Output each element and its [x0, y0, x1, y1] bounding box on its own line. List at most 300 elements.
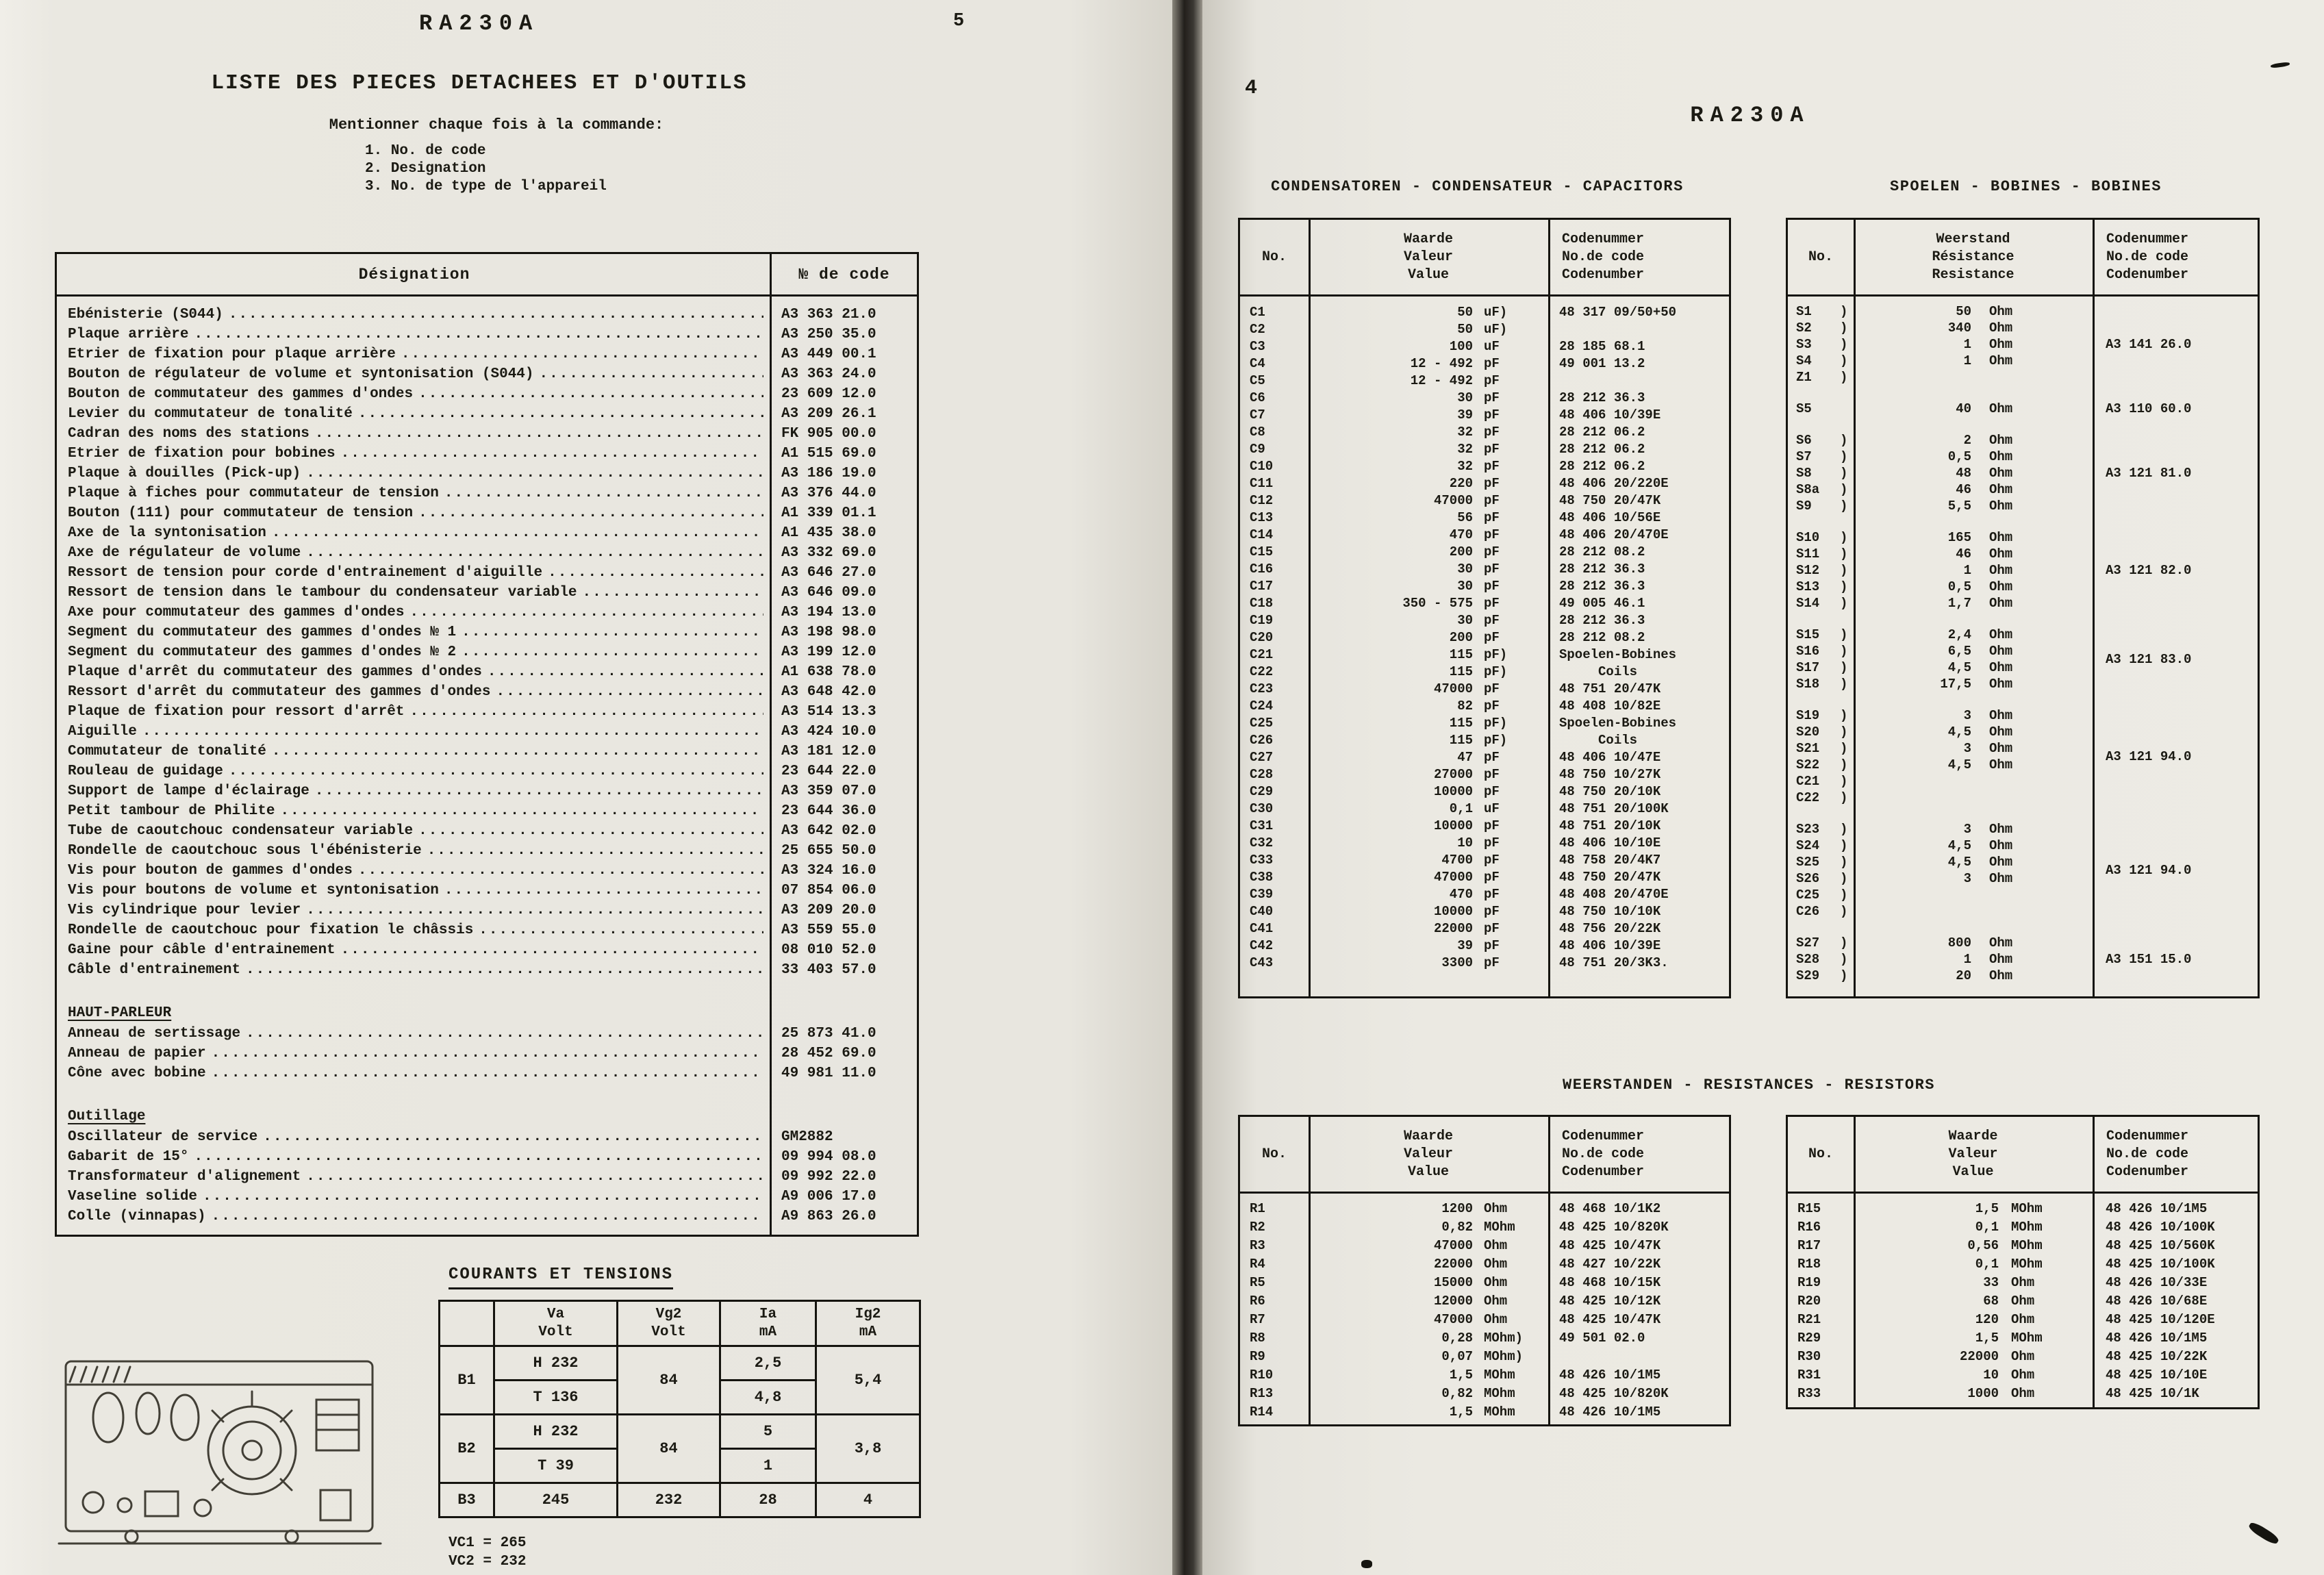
part-label-cell	[57, 366, 772, 382]
capacitor-no: C24	[1250, 698, 1274, 714]
part-code: 23 644 22.0	[781, 764, 876, 779]
model-heading-right: RA230A	[1690, 103, 1810, 128]
coil-unit: Ohm	[1989, 644, 2013, 659]
column-header-code	[2093, 231, 2258, 284]
order-instruction-3: 3. No. de type de l'appareil	[365, 179, 607, 194]
capacitor-unit: pF	[1484, 475, 1500, 491]
capacitor-no: C39	[1250, 886, 1274, 902]
coil-resistance: 40	[1956, 401, 1971, 416]
header-line: Valeur	[1403, 1146, 1453, 1162]
capacitor-value: 0,1	[1449, 801, 1473, 816]
capacitor-row	[1240, 629, 1729, 646]
part-label-cell	[57, 1169, 772, 1185]
part-label: Rondelle de caoutchouc sous l'ébénisterie	[68, 843, 422, 859]
column-header-value	[1854, 1128, 2093, 1181]
parts-row	[57, 702, 917, 722]
resistors-table-left	[1238, 1115, 1731, 1426]
group-bracket: )	[1840, 304, 1848, 319]
coil-resistance: 1	[1963, 952, 1971, 967]
capacitor-value: 30	[1457, 390, 1473, 405]
capacitor-row	[1240, 406, 1729, 423]
header-line: Resistance	[1932, 266, 2014, 283]
part-code: A3 363 21.0	[781, 307, 876, 323]
resistor-code: 48 426 10/1M5	[2106, 1200, 2208, 1216]
resistor-unit: MOhm	[2011, 1219, 2043, 1235]
page-number-right: 4	[1245, 77, 1258, 100]
resistor-row	[1240, 1292, 1729, 1310]
capacitor-code: 28 185 68.1	[1559, 338, 1645, 354]
parts-row	[57, 900, 917, 920]
capacitor-unit: pF)	[1484, 664, 1508, 679]
capacitor-unit: pF	[1484, 544, 1500, 559]
resistor-no: R5	[1250, 1274, 1265, 1290]
order-instruction-2: 2. Designation	[365, 161, 486, 177]
part-code: A3 209 26.1	[781, 406, 876, 422]
capacitor-code: 48 406 10/10E	[1559, 835, 1661, 850]
group-bracket: )	[1840, 757, 1848, 772]
group-bracket: )	[1840, 579, 1848, 594]
group-bracket: )	[1840, 887, 1848, 903]
header-line: Ig2	[855, 1306, 881, 1322]
capacitor-no: C8	[1250, 424, 1265, 440]
part-label-cell	[57, 505, 772, 521]
resistor-unit: MOhm	[1484, 1367, 1515, 1383]
coil-resistance: 165	[1947, 530, 1971, 545]
resistor-unit: Ohm	[2011, 1311, 2035, 1327]
part-label: Bouton (111) pour commutateur de tension	[68, 505, 414, 521]
part-code: 49 981 11.0	[781, 1066, 876, 1081]
column-rule	[1854, 1117, 1856, 1407]
coil-no: S12	[1796, 563, 1820, 578]
resistor-value: 15000	[1433, 1274, 1473, 1290]
capacitor-no: C15	[1250, 544, 1274, 559]
value-cell: 4	[816, 1483, 920, 1517]
dotted-leader	[306, 466, 763, 481]
capacitor-code: 48 756 20/22K	[1559, 920, 1661, 936]
page-title: LISTE DES PIECES DETACHEES ET D'OUTILS	[211, 71, 748, 95]
parts-row	[57, 503, 917, 523]
resistors-table-right	[1786, 1115, 2260, 1409]
capacitor-value: 30	[1457, 578, 1473, 594]
part-label: Vis pour bouton de gammes d'ondes	[68, 863, 353, 879]
capacitor-row	[1240, 320, 1729, 338]
resistor-no: R9	[1250, 1348, 1265, 1364]
coil-no: S20	[1796, 724, 1820, 740]
parts-row	[57, 543, 917, 563]
header-line: Codenumber	[2106, 266, 2189, 283]
parts-row	[57, 662, 917, 682]
resistors-left-header	[1240, 1117, 1729, 1194]
parts-row	[57, 424, 917, 444]
dotted-leader	[203, 1189, 763, 1205]
part-code: A1 638 78.0	[781, 664, 876, 680]
resistor-value: 0,07	[1441, 1348, 1473, 1364]
resistor-unit: Ohm	[1484, 1274, 1508, 1290]
coil-resistance: 4,5	[1947, 660, 1971, 675]
part-label: Cadran des noms des stations	[68, 426, 310, 442]
coil-no: C21	[1796, 774, 1820, 789]
part-label: Axe de régulateur de volume	[68, 545, 301, 561]
header-line: Volt	[538, 1324, 573, 1340]
capacitor-row	[1240, 783, 1729, 800]
resistor-code: 48 426 10/100K	[2106, 1219, 2215, 1235]
resistors-left-body	[1240, 1194, 1729, 1421]
capacitor-unit: pF	[1484, 920, 1500, 936]
resistor-row	[1788, 1236, 2258, 1255]
resistor-no: R6	[1250, 1293, 1265, 1309]
capacitor-value: 50	[1457, 321, 1473, 337]
dotted-leader	[315, 783, 763, 799]
capacitor-no: C1	[1250, 304, 1265, 320]
resistor-value: 0,82	[1441, 1219, 1473, 1235]
capacitor-value: 200	[1449, 544, 1473, 559]
part-label-cell	[57, 843, 772, 859]
parts-row	[57, 1187, 917, 1207]
part-label-cell	[57, 605, 772, 620]
resistor-no: R29	[1797, 1330, 1821, 1346]
coil-no: S1	[1796, 304, 1812, 319]
resistor-value: 47000	[1433, 1237, 1473, 1253]
coil-no: S28	[1796, 952, 1820, 967]
capacitor-unit: uF	[1484, 801, 1500, 816]
resistor-value: 0,82	[1441, 1385, 1473, 1401]
parts-row	[57, 603, 917, 622]
parts-row	[57, 325, 917, 344]
capacitor-row	[1240, 457, 1729, 475]
capacitor-unit: pF	[1484, 578, 1500, 594]
coil-resistance: 48	[1956, 466, 1971, 481]
capacitor-no: C30	[1250, 801, 1274, 816]
resistor-no: R16	[1797, 1219, 1821, 1235]
capacitor-no: C13	[1250, 509, 1274, 525]
coil-resistance: 3	[1963, 708, 1971, 723]
resistor-code: 48 425 10/100K	[2106, 1256, 2215, 1272]
part-label: Gaine pour câble d'entrainement	[68, 942, 336, 958]
dotted-leader	[583, 585, 763, 601]
resistor-value: 0,1	[1975, 1219, 1999, 1235]
capacitor-value: 22000	[1433, 920, 1473, 936]
capacitor-unit: pF	[1484, 373, 1500, 388]
coil-unit: Ohm	[1989, 952, 2013, 967]
part-label: Etrier de fixation pour plaque arrière	[68, 346, 396, 362]
coil-unit: Ohm	[1989, 401, 2013, 416]
capacitor-row	[1240, 303, 1729, 320]
part-code: 23 609 12.0	[781, 386, 876, 402]
resistor-value: 1,5	[1975, 1200, 1999, 1216]
resistor-no: R14	[1250, 1404, 1274, 1420]
capacitor-code: 48 408 10/82E	[1559, 698, 1661, 714]
group-bracket: )	[1840, 337, 1848, 352]
column-rule	[770, 254, 772, 1235]
column-header-code: № de code	[798, 265, 890, 284]
column-header	[618, 1301, 720, 1346]
page-number-left: 5	[953, 11, 965, 32]
capacitor-unit: pF	[1484, 835, 1500, 850]
capacitor-no: C41	[1250, 920, 1274, 936]
part-code: A3 646 09.0	[781, 585, 876, 601]
group-bracket: )	[1840, 370, 1848, 385]
page-subtitle: Mentionner chaque fois à la commande:	[329, 116, 664, 134]
ig2-cell: 3,8	[816, 1415, 920, 1483]
vc2-note: VC2 = 232	[449, 1554, 527, 1570]
resistor-unit: Ohm	[2011, 1293, 2035, 1309]
capacitor-row	[1240, 885, 1729, 903]
part-label-cell	[57, 585, 772, 601]
currents-voltages-title: COURANTS ET TENSIONS	[449, 1265, 673, 1289]
parts-row	[57, 1127, 917, 1147]
resistor-no: R31	[1797, 1367, 1821, 1383]
capacitor-code: 48 750 20/10K	[1559, 783, 1661, 799]
parts-row	[57, 1167, 917, 1187]
parts-row	[57, 305, 917, 325]
capacitor-row	[1240, 492, 1729, 509]
parts-table	[55, 252, 919, 1237]
coil-group	[1788, 707, 2258, 806]
part-label-cell	[57, 962, 772, 978]
capacitor-row	[1240, 920, 1729, 937]
capacitor-unit: pF	[1484, 783, 1500, 799]
part-code: GM2882	[781, 1129, 833, 1145]
resistor-unit: MOhm	[2011, 1330, 2043, 1346]
capacitor-code: 48 751 20/100K	[1559, 801, 1669, 816]
capacitor-unit: pF	[1484, 818, 1500, 833]
ig2-cell: 5,4	[816, 1346, 920, 1415]
coils-table-body	[1788, 297, 2258, 984]
capacitor-no: C32	[1250, 835, 1274, 850]
part-label: Vaseline solide	[68, 1189, 198, 1205]
resistor-value: 33	[1983, 1274, 1999, 1290]
part-label: Petit tambour de Philite	[68, 803, 275, 819]
dotted-leader	[358, 863, 763, 879]
column-header-no: No.	[1808, 1146, 1833, 1162]
capacitor-no: C28	[1250, 766, 1274, 782]
part-code: 07 854 06.0	[781, 883, 876, 898]
header-line: Vg2	[655, 1306, 682, 1322]
resistor-no: R2	[1250, 1219, 1265, 1235]
capacitor-code: 48 406 20/220E	[1559, 475, 1669, 491]
coil-group-code: A3 121 94.0	[2106, 749, 2192, 764]
capacitor-code: 48 408 20/470E	[1559, 886, 1669, 902]
resistor-value: 1,5	[1449, 1367, 1473, 1383]
part-code: A3 424 10.0	[781, 724, 876, 740]
resistor-code: 48 426 10/68E	[2106, 1293, 2208, 1309]
resistor-no: R15	[1797, 1200, 1821, 1216]
part-label-cell	[57, 783, 772, 799]
capacitor-code: Coils	[1559, 732, 1638, 748]
capacitor-value: 4700	[1441, 852, 1473, 868]
capacitor-no: C40	[1250, 903, 1274, 919]
capacitor-unit: pF	[1484, 509, 1500, 525]
capacitor-value: 3300	[1441, 955, 1473, 970]
resistor-no: R20	[1797, 1293, 1821, 1309]
group-bracket: )	[1840, 904, 1848, 919]
group-bracket: )	[1840, 677, 1848, 692]
parts-row	[57, 742, 917, 761]
coil-unit: Ohm	[1989, 677, 2013, 692]
resistor-no: R7	[1250, 1311, 1265, 1327]
part-label-cell	[57, 704, 772, 720]
column-header-no: No.	[1261, 1146, 1287, 1162]
resistor-no: R18	[1797, 1256, 1821, 1272]
group-bracket: )	[1840, 790, 1848, 805]
capacitor-no: C31	[1250, 818, 1274, 833]
parts-row	[57, 563, 917, 583]
capacitor-row	[1240, 338, 1729, 355]
capacitor-unit: pF	[1484, 458, 1500, 474]
capacitor-no: C19	[1250, 612, 1274, 628]
resistor-code: 48 425 10/820K	[1559, 1219, 1669, 1235]
part-code: A3 198 98.0	[781, 625, 876, 640]
capacitor-code: 48 406 10/47E	[1559, 749, 1661, 765]
part-label: Segment du commutateur des gammes d'ondes № 1	[68, 625, 457, 640]
coil-resistance: 0,5	[1947, 449, 1971, 464]
part-code: 25 655 50.0	[781, 843, 876, 859]
capacitor-unit: uF)	[1484, 321, 1508, 337]
header-line: Ia	[759, 1306, 777, 1322]
currents-row	[440, 1415, 920, 1449]
part-label-cell	[57, 903, 772, 918]
resistor-row	[1240, 1236, 1729, 1255]
part-label: Aiguille	[68, 724, 137, 740]
part-label-cell	[57, 1026, 772, 1042]
resistor-row	[1788, 1273, 2258, 1292]
coil-resistance: 3	[1963, 871, 1971, 886]
parts-row	[57, 444, 917, 464]
column-header-no: No.	[1808, 249, 1833, 265]
part-label: Axe de la syntonisation	[68, 525, 266, 541]
capacitor-value: 350 - 575	[1402, 595, 1473, 611]
group-bracket: )	[1840, 708, 1848, 723]
row-label: B3	[440, 1483, 494, 1517]
part-label-cell	[57, 942, 772, 958]
capacitor-unit: pF	[1484, 886, 1500, 902]
part-code: 33 403 57.0	[781, 962, 876, 978]
capacitor-row	[1240, 509, 1729, 526]
coil-unit: Ohm	[1989, 499, 2013, 514]
currents-row	[440, 1483, 920, 1517]
coil-group-code: A3 151 15.0	[2106, 952, 2192, 967]
resistor-value: 12000	[1433, 1293, 1473, 1309]
part-label: Câble d'entrainement	[68, 962, 241, 978]
capacitor-code: 48 751 20/3K3.	[1559, 955, 1669, 970]
parts-row	[57, 1024, 917, 1044]
header-line: Waarde	[1948, 1128, 1998, 1144]
capacitor-row	[1240, 714, 1729, 731]
parts-row	[57, 642, 917, 662]
chassis-illustration	[48, 1313, 394, 1557]
capacitor-row	[1240, 475, 1729, 492]
part-code: A3 359 07.0	[781, 783, 876, 799]
part-label: Rouleau de guidage	[68, 764, 223, 779]
group-gap	[1788, 920, 2258, 935]
dotted-leader	[341, 446, 763, 462]
group-bracket: )	[1840, 952, 1848, 967]
parts-spacer	[57, 1083, 917, 1105]
part-code: A3 209 20.0	[781, 903, 876, 918]
part-label-cell	[57, 1005, 772, 1021]
coil-unit: Ohm	[1989, 530, 2013, 545]
resistor-row	[1788, 1199, 2258, 1218]
dotted-leader	[272, 744, 763, 759]
part-label: Commutateur de tonalité	[68, 744, 266, 759]
dotted-leader	[212, 1209, 763, 1224]
capacitor-value: 115	[1449, 664, 1473, 679]
part-label: Ressort d'arrêt du commutateur des gammes d'ondes	[68, 684, 491, 700]
resistor-row	[1240, 1199, 1729, 1218]
capacitor-code: 48 406 10/39E	[1559, 407, 1661, 423]
capacitor-code: 48 406 10/56E	[1559, 509, 1661, 525]
group-gap	[1788, 612, 2258, 627]
part-label-cell	[57, 922, 772, 938]
currents-table	[438, 1300, 921, 1518]
coil-resistance: 6,5	[1947, 644, 1971, 659]
part-label: Etrier de fixation pour bobines	[68, 446, 336, 462]
capacitor-code: 48 406 10/39E	[1559, 937, 1661, 953]
part-label-cell	[57, 1129, 772, 1145]
parts-spacer	[57, 980, 917, 1002]
coil-no: S15	[1796, 627, 1820, 642]
group-bracket: )	[1840, 530, 1848, 545]
capacitor-value: 30	[1457, 561, 1473, 577]
capacitor-row	[1240, 440, 1729, 457]
coil-resistance: 1	[1963, 353, 1971, 368]
parts-row	[57, 364, 917, 384]
resistor-unit: MOhm	[2011, 1256, 2043, 1272]
group-bracket: )	[1840, 466, 1848, 481]
capacitor-value: 47	[1457, 749, 1473, 765]
coil-unit: Ohm	[1989, 466, 2013, 481]
part-code: A3 514 13.3	[781, 704, 876, 720]
capacitor-no: C29	[1250, 783, 1274, 799]
value-cell: 28	[720, 1483, 816, 1517]
capacitor-value: 56	[1457, 509, 1473, 525]
capacitor-no: C5	[1250, 373, 1265, 388]
resistor-row	[1240, 1402, 1729, 1421]
coil-no: S26	[1796, 871, 1820, 886]
coil-group	[1788, 627, 2258, 692]
coil-unit: Ohm	[1989, 724, 2013, 740]
coil-resistance: 4,5	[1947, 855, 1971, 870]
parts-row	[57, 1147, 917, 1167]
capacitor-value: 470	[1449, 527, 1473, 542]
dotted-leader	[479, 922, 763, 938]
capacitor-row	[1240, 594, 1729, 612]
part-code: A3 332 69.0	[781, 545, 876, 561]
dotted-leader	[246, 1026, 763, 1042]
resistor-no: R8	[1250, 1330, 1265, 1346]
coil-no: S11	[1796, 546, 1820, 562]
capacitor-no: C16	[1250, 561, 1274, 577]
capacitor-unit: pF	[1484, 612, 1500, 628]
header-line: Codenummer	[2106, 1128, 2189, 1144]
capacitor-code: 48 750 10/10K	[1559, 903, 1661, 919]
capacitor-unit: pF	[1484, 424, 1500, 440]
group-bracket: )	[1840, 871, 1848, 886]
resistor-no: R33	[1797, 1385, 1821, 1401]
part-label: Anneau de papier	[68, 1046, 206, 1061]
coil-unit: Ohm	[1989, 579, 2013, 594]
resistor-value: 68	[1983, 1293, 1999, 1309]
dotted-leader	[444, 486, 763, 501]
header-line: Value	[1407, 1163, 1449, 1180]
coil-group-code: A3 121 81.0	[2106, 466, 2192, 481]
part-label-cell	[57, 1046, 772, 1061]
value-cell: 232	[618, 1483, 720, 1517]
parts-row	[57, 1044, 917, 1063]
section-label: Outillage	[68, 1108, 146, 1124]
part-code: A3 199 12.0	[781, 644, 876, 660]
coil-group-code: A3 121 82.0	[2106, 563, 2192, 578]
